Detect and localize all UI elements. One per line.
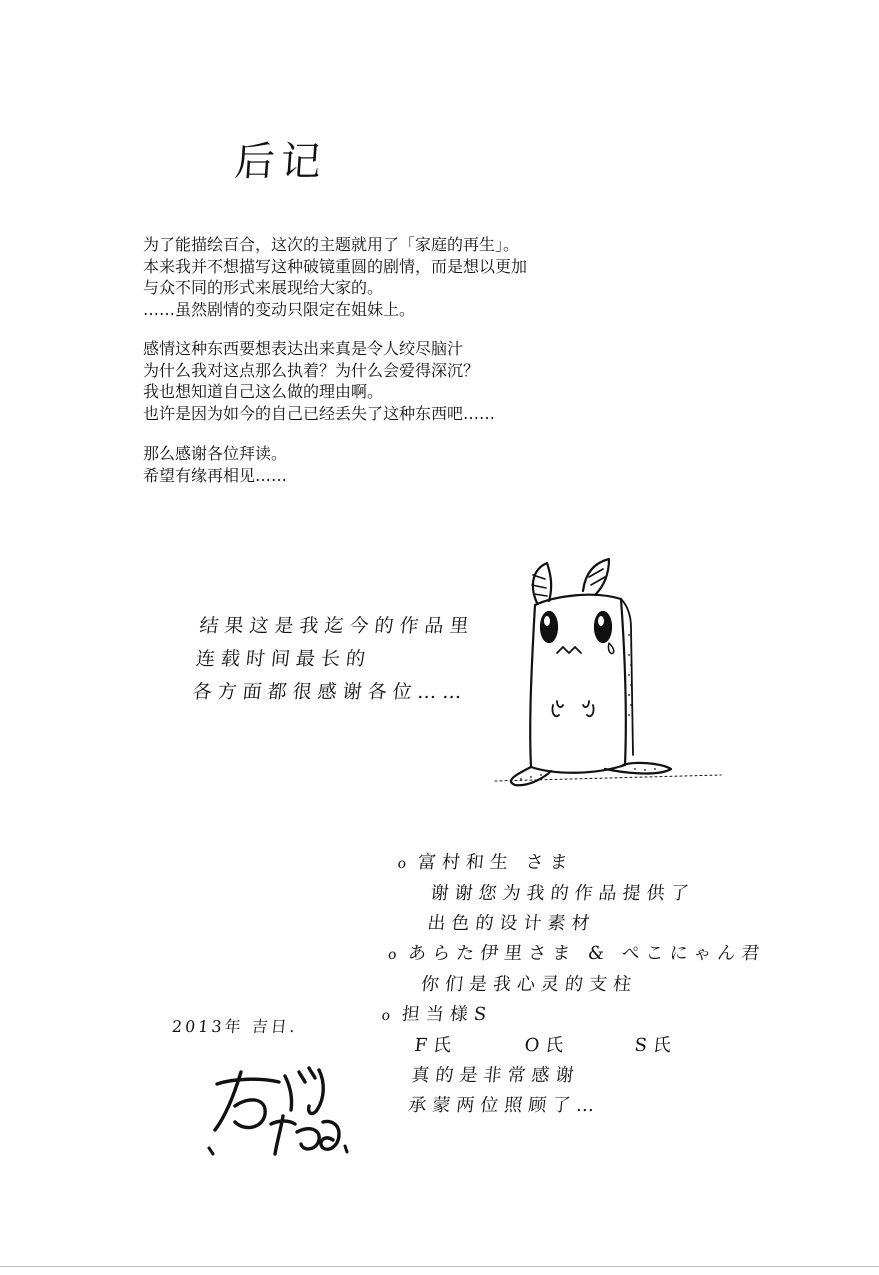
date-note: 2013年 吉日. <box>170 1017 299 1036</box>
bullet-icon: o <box>396 856 413 872</box>
page-title: 后记 <box>233 139 329 185</box>
acknowledgements <box>371 848 777 1121</box>
ack-person-1-name: 富村和生 さま <box>416 852 575 873</box>
text-line: ……虽然剧情的变动只限定在姐妹上。 <box>143 299 416 319</box>
ack-person-1 <box>396 848 776 879</box>
staff-name: O氏 <box>523 1035 571 1056</box>
note-line: 连载时间最长的 <box>194 648 373 670</box>
text-line: 我也想知道自己这么做的理由啊。 <box>143 382 384 401</box>
ack-message-line: 真的是非常感谢 <box>410 1065 581 1086</box>
ack-person-3-name: 担当様S <box>400 1004 494 1025</box>
text-line: 为了能描绘百合，这次的主题就用了「家庭的再生」。 <box>143 235 520 254</box>
text-line: 与众不同的形式来展现给大家的。 <box>143 278 384 297</box>
text-line: 希望有缘再相见…… <box>143 465 288 485</box>
text-line: 感情这种东西要想表达出来真是令人绞尽脑汁 <box>143 339 464 358</box>
signature-scribble <box>205 1062 355 1162</box>
note-line: 各方面都很感谢各位…… <box>191 681 469 703</box>
text-line: 本来我并不想描写这种破镜重圆的剧情，而是想以更加 <box>143 256 528 276</box>
text-line: 为什么我对这点那么执着？为什么会爱得深沉？ <box>143 360 480 380</box>
paragraph-3 <box>143 443 613 486</box>
mascot-illustration <box>485 555 725 795</box>
ack-person-2-name: あらた伊里さま & ぺこにゃん君 <box>407 943 767 964</box>
ack-message-line: 谢谢您为我的作品提供了 <box>429 883 696 904</box>
note-line: 结果这是我迄今的作品里 <box>198 615 476 637</box>
ack-message-line: 你们是我心灵的支柱 <box>419 974 639 995</box>
ack-person-2 <box>387 939 767 970</box>
paragraph-2 <box>143 338 613 424</box>
text-line: 那么感谢各位拜读。 <box>143 444 288 463</box>
staff-name: S氏 <box>633 1035 679 1056</box>
page-divider <box>0 1266 879 1267</box>
staff-name: F氏 <box>413 1035 459 1056</box>
ack-message-line: 承蒙两位照顾了… <box>407 1095 602 1116</box>
staff-list <box>377 1031 757 1061</box>
bullet-icon: o <box>387 947 404 963</box>
text-line: 也许是因为如今的自己已经丢失了这种东西吧…… <box>143 403 496 423</box>
ack-person-3 <box>380 1000 760 1031</box>
paragraph-1 <box>143 234 613 320</box>
ack-message-line: 出色的设计素材 <box>426 913 597 934</box>
bullet-icon: o <box>380 1008 397 1024</box>
handwritten-note <box>191 610 476 709</box>
